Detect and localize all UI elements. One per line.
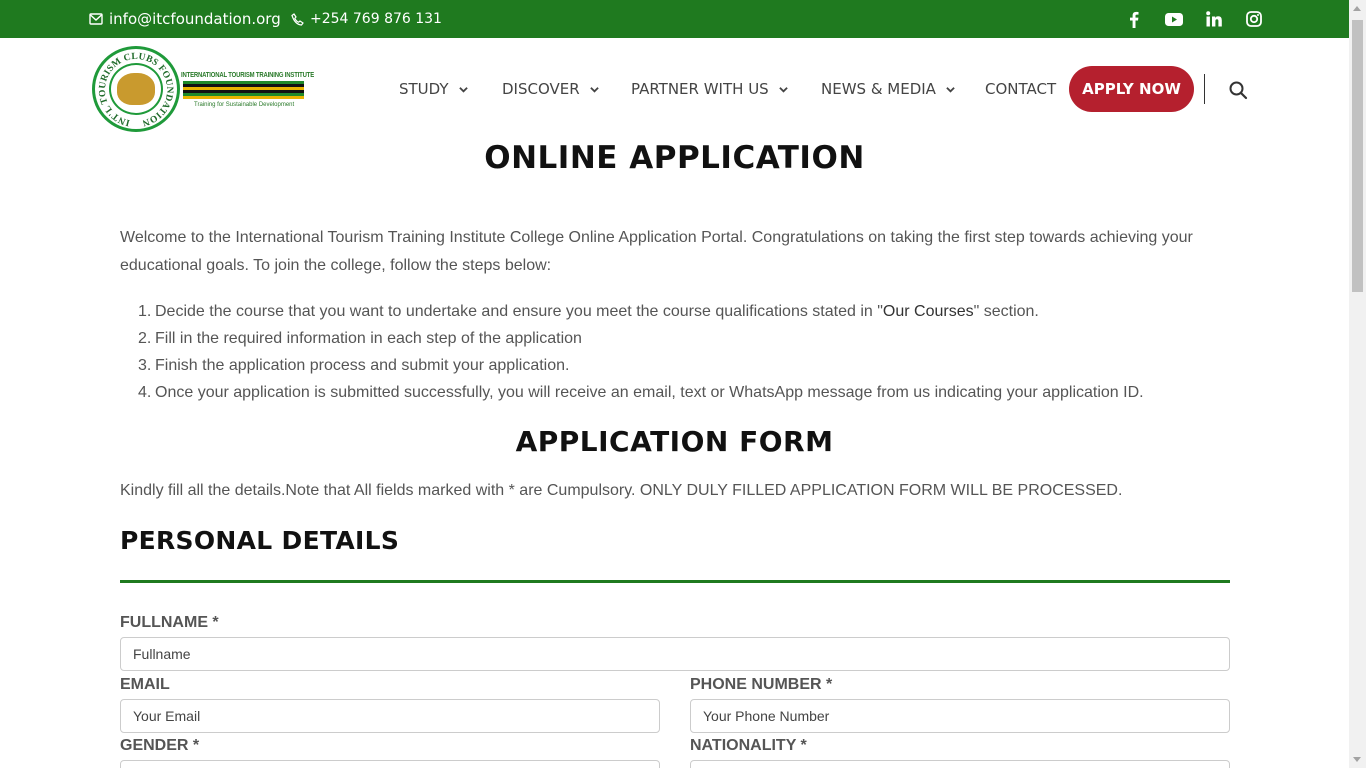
list-item: 2. Fill in the required information in each step of the application [138,330,582,347]
list-item: 3. Finish the application process and submit your application. [138,357,570,374]
logo-ring-text: INT'L TOURISM CLUBS FOUNDATION [97,51,175,128]
phone-number-label: PHONE NUMBER * [690,676,833,693]
phone-number-field[interactable] [690,699,1230,733]
apply-now-button[interactable]: APPLY NOW [1069,66,1194,112]
mail-icon [89,13,103,25]
institute-name: INTERNATIONAL TOURISM TRAINING INSTITUTE [181,72,315,79]
form-note: Kindly fill all the details.Note that All fields marked with * are Cumpulsory. ONLY DULY FILLED APPLICATION FORM WILL BE PROCESSED. [120,482,1123,499]
nav-item-discover[interactable]: DISCOVER [502,66,599,112]
youtube-icon[interactable] [1165,10,1183,28]
section-title-personal-details: PERSONAL DETAILS [120,526,400,555]
scroll-up-arrow-icon[interactable] [1353,6,1361,11]
logo-emblem [92,46,180,132]
nav-divider [1204,74,1205,104]
section-divider [120,580,1230,583]
page-title: ONLINE APPLICATION [484,140,865,176]
nav-item-news-media[interactable]: NEWS & MEDIA [821,66,955,112]
scroll-down-arrow-icon[interactable] [1353,757,1361,762]
search-icon[interactable] [1228,80,1248,100]
email-label: EMAIL [120,676,170,693]
nav-item-partner-with-us[interactable]: PARTNER WITH US [631,66,788,112]
list-item: 1. Decide the course that you want to undertake and ensure you meet the course qualifications stated in "Our Courses" section. [138,303,1039,320]
linkedin-icon[interactable] [1205,10,1223,28]
form-title: APPLICATION FORM [515,425,834,458]
nav-item-contact[interactable]: CONTACT [985,80,1057,98]
logo-stripes [183,81,304,99]
email-text: info@itcfoundation.org [109,10,281,28]
chevron-down-icon [946,85,955,94]
chevron-down-icon [590,85,599,94]
gender-label: GENDER * [120,737,200,754]
social-links [1125,0,1263,38]
phone-text: +254 769 876 131 [310,11,442,27]
nationality-select[interactable] [690,760,1230,768]
intro-paragraph: Welcome to the International Tourism Training Institute College Online Application Portal. Congratulations on taking the first step towards achieving your educational goals. To join the college, follow the steps below: [120,229,1193,274]
nationality-label: NATIONALITY * [690,737,807,754]
chevron-down-icon [459,85,468,94]
our-courses-link[interactable]: Our Courses [882,303,974,320]
gender-select[interactable] [120,760,660,768]
top-bar [0,0,1349,38]
nav-item-study[interactable]: STUDY [399,66,468,112]
facebook-icon[interactable] [1125,10,1143,28]
page-scrollbar[interactable] [1349,0,1366,768]
steps-list [138,298,1238,406]
phone-icon [291,13,304,26]
list-item: 4. Once your application is submitted successfully, you will receive an email, text or WhatsApp message from us indicating your application ID. [138,384,1144,401]
site-logo[interactable] [92,46,315,132]
scrollbar-thumb[interactable] [1352,20,1363,292]
elephant-icon [117,73,155,105]
email-field[interactable] [120,699,660,733]
fullname-label: FULLNAME * [120,614,219,631]
fullname-input[interactable] [120,637,1230,671]
chevron-down-icon [779,85,788,94]
email-link[interactable] [89,0,281,38]
instagram-icon[interactable] [1245,10,1263,28]
phone-link[interactable] [291,0,442,38]
logo-tagline: Training for Sustainable Development [194,102,295,108]
